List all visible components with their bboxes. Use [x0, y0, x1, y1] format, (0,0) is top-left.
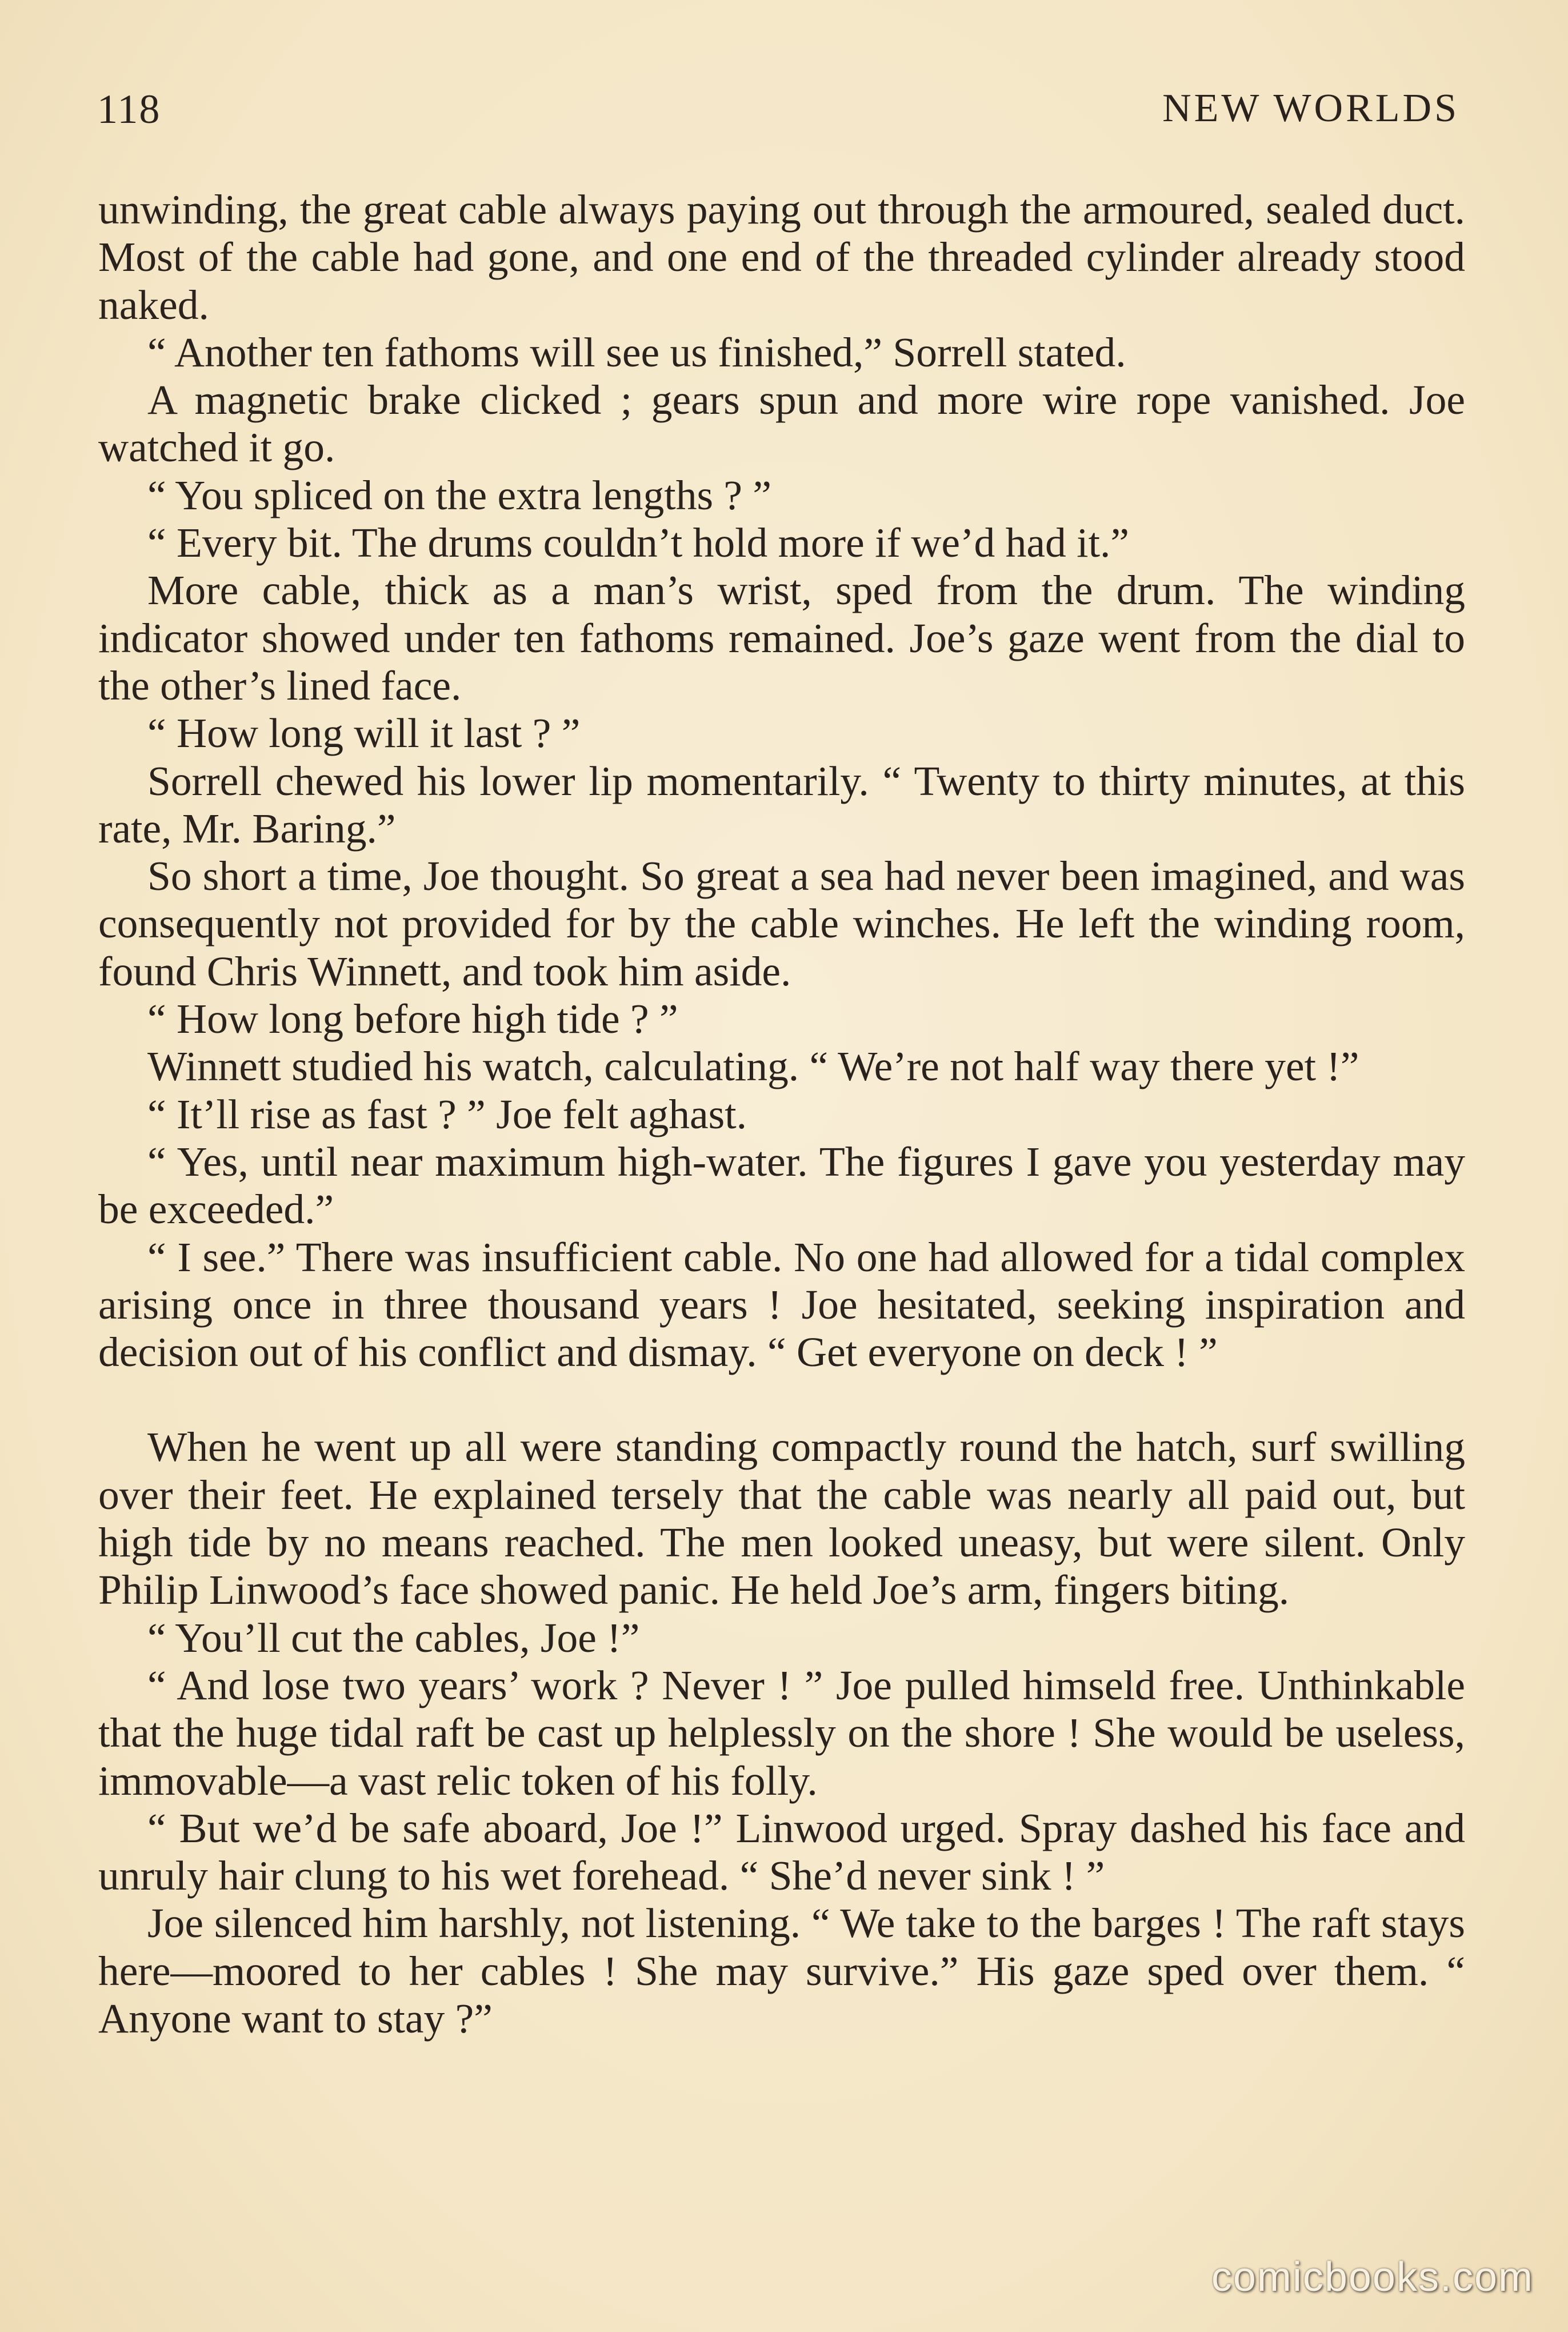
paragraph: “ Every bit. The drums couldn’t hold more if we’d had it.” — [147, 520, 1129, 566]
paragraph: So short a time, Joe thought. So great a sea had never been imagined, and was consequently not provided for by the cable winches. He left the winding room, found Chris Winnett, and took him aside. — [98, 853, 1465, 995]
paragraph: “ You’ll cut the cables, Joe !” — [147, 1614, 640, 1661]
paragraph: When he went up all were standing compactly round the hatch, surf swilling over their feet. He explained tersely that the cable was nearly all paid out, but high tide by no means reached. The men looked uneasy, but were silent. Only Philip Linwood’s face showed panic. He held Joe’s arm, fingers biting. — [98, 1424, 1465, 1614]
paragraph: “ Another ten fathoms will see us finished,” Sorrell stated. — [147, 329, 1126, 376]
running-head: NEW WORLDS — [1162, 86, 1459, 130]
page-number: 118 — [97, 86, 161, 132]
paragraph: “ I see.” There was insufficient cable. No one had allowed for a tidal complex arising once in three thousand years ! Joe hesitated, seeking inspiration and decision out of his conflict and dismay. “ Get everyone on deck ! ” — [98, 1233, 1465, 1376]
paragraph: “ Yes, until near maximum high-water. The figures I gave you yesterday may be exceeded.” — [98, 1138, 1465, 1233]
paragraph: “ You spliced on the extra lengths ? ” — [147, 472, 772, 518]
paragraph: Joe silenced him harshly, not listening. “ We take to the barges ! The raft stays here—moored to her cables ! She may survive.” His gaze sped over them. “ Anyone want to stay ?” — [98, 1900, 1465, 2042]
paragraph: “ How long will it last ? ” — [147, 710, 581, 757]
site-watermark: comicbooks.com — [1211, 2254, 1534, 2300]
paragraph: “ It’ll rise as fast ? ” Joe felt aghast. — [147, 1091, 747, 1137]
paragraph: “ And lose two years’ work ? Never ! ” Joe pulled himseld free. Unthinkable that the huge tidal raft be cast up helplessly on the shore ! She would be useless, immovable—a vast relic token of his folly. — [98, 1662, 1465, 1804]
paragraph: Winnett studied his watch, calculating. “ We’re not half way there yet !” — [147, 1043, 1359, 1090]
body-text — [98, 186, 1465, 2042]
paragraph: Sorrell chewed his lower lip momentarily. “ Twenty to thirty minutes, at this rate, Mr. Baring.” — [98, 757, 1465, 852]
paragraph: More cable, thick as a man’s wrist, sped from the drum. The winding indicator showed under ten fathoms remained. Joe’s gaze went from the dial to the other’s lined face. — [98, 567, 1465, 709]
page-header — [97, 86, 1459, 149]
paragraph: “ How long before high tide ? ” — [147, 996, 678, 1043]
paragraph: unwinding, the great cable always paying out through the armoured, sealed duct. Most of the cable had gone, and one end of the threaded cylinder already stood naked. — [98, 186, 1465, 328]
paragraph: A magnetic brake clicked ; gears spun and more wire rope vanished. Joe watched it go. — [98, 377, 1465, 471]
paragraph: “ But we’d be safe aboard, Joe !” Linwood urged. Spray dashed his face and unruly hair clung to his wet forehead. “ She’d never sink ! ” — [98, 1804, 1465, 1899]
